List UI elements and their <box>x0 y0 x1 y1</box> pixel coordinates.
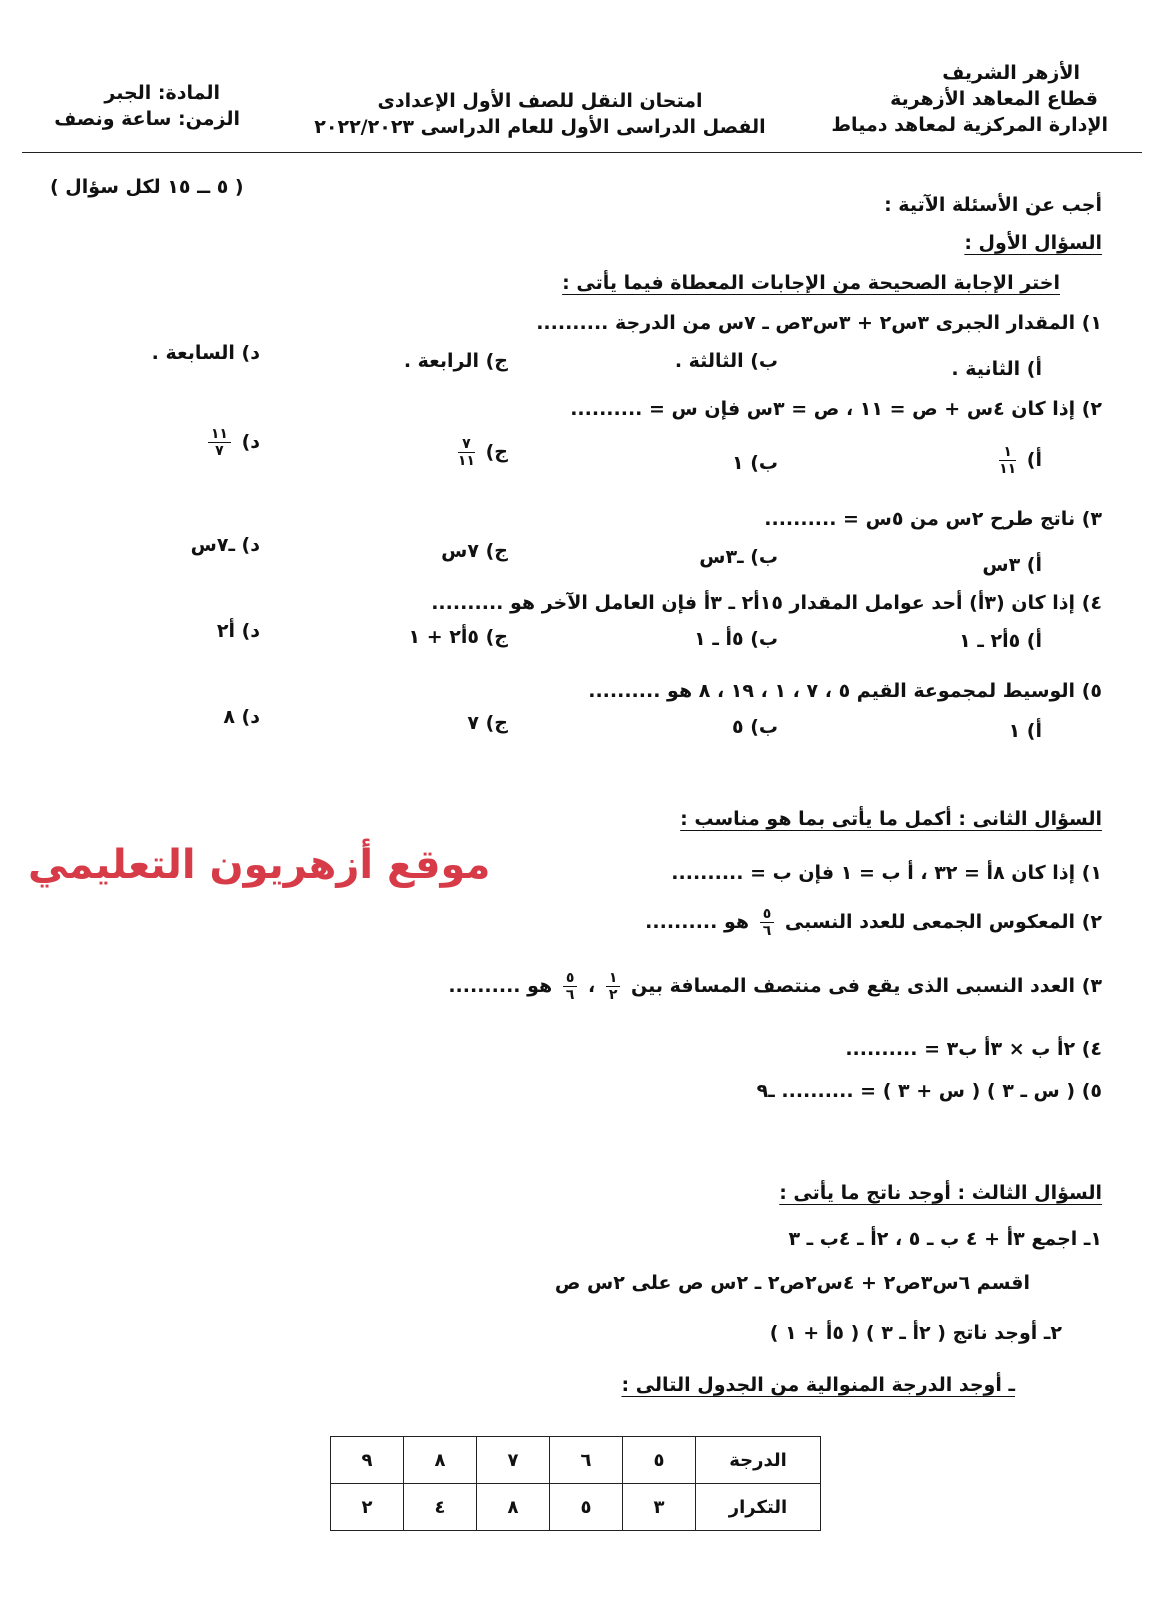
fraction-numerator: ٥ <box>563 970 578 987</box>
q2-item-4 <box>845 1038 1102 1060</box>
q2-item-1-text: إذا كان ٨أ = ٣٢ ، أ ب = ١ فإن ب = .......... <box>671 862 1076 884</box>
q1-title: السؤال الأول : <box>964 232 1102 254</box>
duration: الزمن: ساعة ونصف <box>54 108 240 130</box>
q2-item-3-fraction-1 <box>606 970 621 1003</box>
q1-item-4-option-b: ب) ٥أ ـ ١ <box>694 628 778 650</box>
q1-item-1-text: المقدار الجبرى ٣س٢ + ٣س٣ص ـ ٧س من الدرجة .......... <box>536 312 1076 334</box>
table-cell: ٢ <box>331 1484 404 1531</box>
fraction-denominator: ٧ <box>215 443 224 459</box>
fraction-denominator: ٦ <box>762 923 772 939</box>
header-divider <box>22 152 1142 153</box>
q1-item-2-option-a-fraction <box>999 444 1016 477</box>
q2-item-3-fraction-2 <box>563 970 578 1003</box>
q1-item-5 <box>588 680 1102 702</box>
q3-line-4: ـ أوجد الدرجة المنوالية من الجدول التالى : <box>621 1374 1015 1396</box>
exam-title: امتحان النقل للصف الأول الإعدادى <box>377 90 703 112</box>
q1-item-4-option-d: د) أ٢ <box>216 620 260 642</box>
q1-item-1-option-d: د) السابعة . <box>151 342 260 364</box>
q1-item-1-option-a: أ) الثانية . <box>951 358 1042 380</box>
q2-item-1-number: ١) <box>1081 862 1102 884</box>
q1-item-5-number: ٥) <box>1081 680 1102 702</box>
q1-item-3-option-b: ب) ـ٣س <box>699 546 778 568</box>
q1-item-1-option-c: ج) الرابعة . <box>403 350 508 372</box>
q2-item-3-text-before: العدد النسبى الذى يقع فى منتصف المسافة بين <box>631 975 1076 997</box>
q1-item-1-number: ١) <box>1081 312 1102 334</box>
frequency-table <box>330 1436 821 1531</box>
table-cell: ٧ <box>477 1437 550 1484</box>
header-right <box>831 60 1108 138</box>
fraction-numerator: ١ <box>606 970 621 987</box>
table-row <box>331 1437 821 1484</box>
q1-item-3-option-d: د) ـ٧س <box>190 534 260 556</box>
q1-item-5-option-d: د) ٨ <box>223 706 260 728</box>
q1-item-1 <box>536 312 1102 334</box>
q1-item-3 <box>764 508 1102 530</box>
header-right-line-3: الإدارة المركزية لمعاهد دمياط <box>831 114 1108 136</box>
fraction-numerator: ١ <box>999 444 1016 461</box>
q1-item-2-option-d-label: د) <box>241 431 260 453</box>
table-row <box>331 1484 821 1531</box>
q3-line-3: ٢ـ أوجد ناتج ( ٢أ ـ ٣ ) ( ٥أ + ١ ) <box>769 1322 1062 1344</box>
q1-item-3-option-c: ج) ٧س <box>441 540 508 562</box>
q1-item-1-option-b: ب) الثالثة . <box>674 350 778 372</box>
q2-item-2-fraction <box>760 906 775 939</box>
fraction-denominator: ٢ <box>608 987 618 1003</box>
q1-item-2-option-a <box>995 444 1042 477</box>
q2-item-3-separator: ، <box>588 975 596 997</box>
q3-line-1: ١ـ اجمع ٣أ + ٤ ب ـ ٥ ، ٢أ ـ ٤ب ـ ٣ <box>788 1228 1102 1250</box>
table-row-label: التكرار <box>696 1484 821 1531</box>
q2-item-2 <box>645 906 1102 939</box>
q1-item-3-number: ٣) <box>1081 508 1102 530</box>
q1-item-4-option-a: أ) ٥أ٢ ـ ١ <box>959 630 1042 652</box>
table-cell: ٤ <box>404 1484 477 1531</box>
header-right-line-2: قطاع المعاهد الأزهرية <box>890 88 1098 110</box>
q2-item-5 <box>757 1080 1102 1102</box>
q1-item-2-option-b: ب) ١ <box>731 452 778 474</box>
q1-item-2-option-d-fraction <box>208 426 231 459</box>
site-watermark: موقع أزهريون التعليمي <box>28 842 491 888</box>
fraction-numerator: ١١ <box>208 426 231 443</box>
q1-item-5-option-a: أ) ١ <box>1008 720 1042 742</box>
q1-item-3-option-a: أ) ٣س <box>982 554 1042 576</box>
fraction-denominator: ١١ <box>457 453 475 469</box>
q2-item-3-text-after: هو .......... <box>448 975 553 997</box>
q3-line-2: اقسم ٦س٣ص٢ + ٤س٢ص٢ ـ ٢س ص على ٢س ص <box>554 1272 1030 1294</box>
q1-item-2 <box>570 398 1102 420</box>
table-cell: ٦ <box>550 1437 623 1484</box>
q2-item-3-number: ٣) <box>1081 975 1102 997</box>
q1-item-2-option-c <box>454 436 508 469</box>
q1-item-2-option-a-label: أ) <box>1026 449 1042 471</box>
fraction-numerator: ٥ <box>760 906 775 923</box>
fraction-denominator: ١١ <box>999 461 1017 477</box>
marks-note: ( ٥ ــ ١٥ لكل سؤال ) <box>50 176 244 198</box>
header-left <box>50 80 240 132</box>
table-cell: ٥ <box>550 1484 623 1531</box>
header-right-line-1: الأزهر الشريف <box>942 62 1080 84</box>
q1-item-5-option-c: ج) ٧ <box>467 712 508 734</box>
q1-item-4-number: ٤) <box>1081 592 1102 614</box>
table-cell: ٣ <box>623 1484 696 1531</box>
subject: المادة: الجبر <box>104 82 220 104</box>
q1-item-2-option-c-fraction <box>458 436 475 469</box>
q2-item-2-number: ٢) <box>1081 911 1102 933</box>
q1-item-4-text: إذا كان (٣أ) أحد عوامل المقدار ١٥أ٢ ـ ٣أ فإن العامل الآخر هو .......... <box>431 592 1076 614</box>
q1-item-2-number: ٢) <box>1081 398 1102 420</box>
q1-item-2-option-d <box>204 426 260 459</box>
q2-item-5-text: ( س ـ ٣ ) ( س + ٣ ) = .......... ـ٩ <box>756 1080 1076 1102</box>
q2-item-4-number: ٤) <box>1081 1038 1102 1060</box>
q1-item-4-option-c: ج) ٥أ٢ + ١ <box>408 626 508 648</box>
q1-item-2-option-c-label: ج) <box>485 441 508 463</box>
q2-title: السؤال الثانى : أكمل ما يأتى بما هو مناسب : <box>680 808 1102 830</box>
q1-item-5-text: الوسيط لمجموعة القيم ٥ ، ٧ ، ١ ، ١٩ ، ٨ هو .......... <box>588 680 1076 702</box>
fraction-denominator: ٦ <box>565 987 575 1003</box>
table-row-label: الدرجة <box>696 1437 821 1484</box>
q2-item-2-text-before: المعكوس الجمعى للعدد النسبى <box>784 911 1076 933</box>
q2-item-3 <box>448 970 1102 1003</box>
q1-item-2-text: إذا كان ٤س + ص = ١١ ، ص = ٣س فإن س = .......... <box>570 398 1076 420</box>
instructions: أجب عن الأسئلة الآتية : <box>884 194 1102 216</box>
fraction-numerator: ٧ <box>458 436 475 453</box>
q2-item-1 <box>671 862 1102 884</box>
q1-item-5-option-b: ب) ٥ <box>731 716 778 738</box>
header-center <box>300 88 780 140</box>
table-cell: ٨ <box>404 1437 477 1484</box>
q2-item-5-number: ٥) <box>1081 1080 1102 1102</box>
q1-item-3-text: ناتج طرح ٢س من ٥س = .......... <box>764 508 1076 530</box>
q1-subtitle: اختر الإجابة الصحيحة من الإجابات المعطاة فيما يأتى : <box>562 272 1060 294</box>
table-cell: ٩ <box>331 1437 404 1484</box>
q3-title: السؤال الثالث : أوجد ناتج ما يأتى : <box>779 1182 1102 1204</box>
q2-item-4-text: ٢أ ب × ٣أ ب٣ = .......... <box>845 1038 1076 1060</box>
table-cell: ٥ <box>623 1437 696 1484</box>
q1-item-4 <box>431 592 1102 614</box>
exam-term: الفصل الدراسى الأول للعام الدراسى ٢٠٢٢/٢٠٢٣ <box>314 116 766 138</box>
q2-item-2-text-after: هو .......... <box>645 911 750 933</box>
table-cell: ٨ <box>477 1484 550 1531</box>
